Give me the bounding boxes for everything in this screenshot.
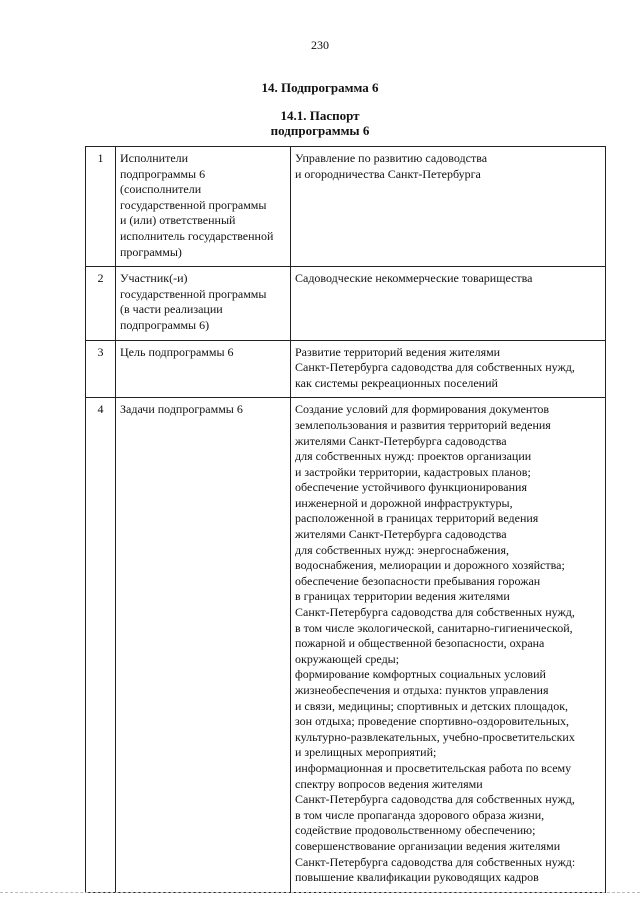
text-line: пожарной и общественной безопасности, охрана — [295, 636, 545, 651]
text-line: землепользования и развития территорий ведения — [295, 417, 551, 432]
text-line: обеспечение устойчивого функционирования — [295, 480, 527, 495]
text-line: (в части реализации — [120, 302, 223, 317]
text-line: подпрограммы 6) — [120, 317, 210, 332]
text-line: государственной программы — [120, 197, 267, 212]
row-number: 4 — [86, 398, 116, 892]
row-label — [116, 340, 291, 398]
text-line: повышение квалификации руководящих кадров — [295, 870, 539, 885]
row-number: 2 — [86, 267, 116, 340]
text-line: Исполнители — [120, 151, 189, 165]
table-row — [86, 340, 606, 398]
passport-table — [85, 146, 606, 893]
text-line: Создание условий для формирования документов — [295, 402, 550, 417]
text-line: исполнитель государственной — [120, 228, 274, 243]
row-label — [116, 398, 291, 892]
text-line: для собственных нужд: проектов организации — [295, 449, 532, 464]
text-line: совершенствование организации ведения жителями — [295, 838, 561, 853]
text-line: Управление по развитию садоводства — [295, 151, 488, 165]
section-title: 14. Подпрограмма 6 — [261, 80, 379, 95]
text-line: и связи, медицины; спортивных и детских площадок, — [295, 698, 569, 713]
row-value — [291, 398, 606, 892]
row-number: 3 — [86, 340, 116, 398]
text-line: содействие продовольственному обеспечению; — [295, 823, 536, 838]
row-value — [291, 267, 606, 340]
text-line: Задачи подпрограммы 6 — [120, 402, 243, 417]
row-value — [291, 340, 606, 398]
text-line: расположенной в границах территорий ведения — [295, 511, 539, 526]
text-line: Цель подпрограммы 6 — [120, 344, 234, 359]
text-line: жизнеобеспечения и отдыха: пунктов управления — [295, 683, 549, 697]
table-row — [86, 267, 606, 340]
text-line: Санкт-Петербурга садоводства для собственных нужд, — [295, 792, 575, 807]
table-row — [86, 398, 606, 892]
passport-title-line: 14.1. Паспорт — [280, 108, 360, 123]
text-line: информационная и просветительская работа по всему — [295, 760, 572, 775]
text-line: Развитие территорий ведения жителями — [295, 344, 501, 359]
text-line: подпрограммы 6 — [120, 166, 206, 181]
text-line: спектру вопросов ведения жителями — [295, 776, 483, 791]
text-line: Санкт-Петербурга садоводства для собственных нужд: — [295, 854, 576, 869]
text-line: в том числе экологической, санитарно-гигиенической, — [295, 620, 573, 635]
row-label — [116, 147, 291, 267]
page-number: 230 — [311, 38, 329, 52]
text-line: окружающей среды; — [295, 651, 400, 666]
text-line: и (или) ответственный — [120, 213, 236, 228]
row-number: 1 — [86, 147, 116, 267]
text-line: для собственных нужд: энергоснабжения, — [295, 542, 509, 557]
text-line: Санкт-Петербурга садоводства для собственных нужд, — [295, 360, 575, 375]
scan-edge-divider — [0, 892, 640, 894]
text-line: Участник(-и) — [120, 271, 188, 286]
text-line: в том числе пропаганда здорового образа жизни, — [295, 807, 545, 822]
text-line: формирование комфортных социальных условий — [295, 667, 546, 682]
table-row — [86, 147, 606, 267]
text-line: и зрелищных мероприятий; — [295, 745, 437, 760]
passport-title-line: подпрограммы 6 — [270, 123, 370, 138]
text-line: Садоводческие некоммерческие товарищества — [295, 271, 533, 286]
text-line: государственной программы — [120, 286, 267, 301]
passport-title — [0, 108, 640, 138]
text-line: и застройки территории, кадастровых планов; — [295, 464, 531, 479]
text-line: в границах территории ведения жителями — [295, 589, 510, 604]
text-line: Санкт-Петербурга садоводства для собственных нужд, — [295, 605, 575, 620]
text-line: обеспечение безопасности пребывания горожан — [295, 573, 541, 588]
text-line: инженерной и дорожной инфраструктуры, — [295, 495, 513, 510]
text-line: культурно-развлекательных, учебно-просветительских — [295, 729, 575, 744]
text-line: программы) — [120, 244, 182, 259]
text-line: и огородничества Санкт-Петербурга — [295, 166, 481, 181]
row-label — [116, 267, 291, 340]
text-line: (соисполнители — [120, 182, 202, 197]
text-line: зон отдыха; проведение спортивно-оздоровительных, — [295, 714, 570, 729]
text-line: водоснабжения, мелиорации и дорожного хозяйства; — [295, 558, 565, 573]
text-line: жителями Санкт-Петербурга садоводства — [295, 527, 507, 542]
text-line: жителями Санкт-Петербурга садоводства — [295, 433, 507, 448]
text-line: как системы рекреационных поселений — [295, 375, 498, 390]
row-value — [291, 147, 606, 267]
